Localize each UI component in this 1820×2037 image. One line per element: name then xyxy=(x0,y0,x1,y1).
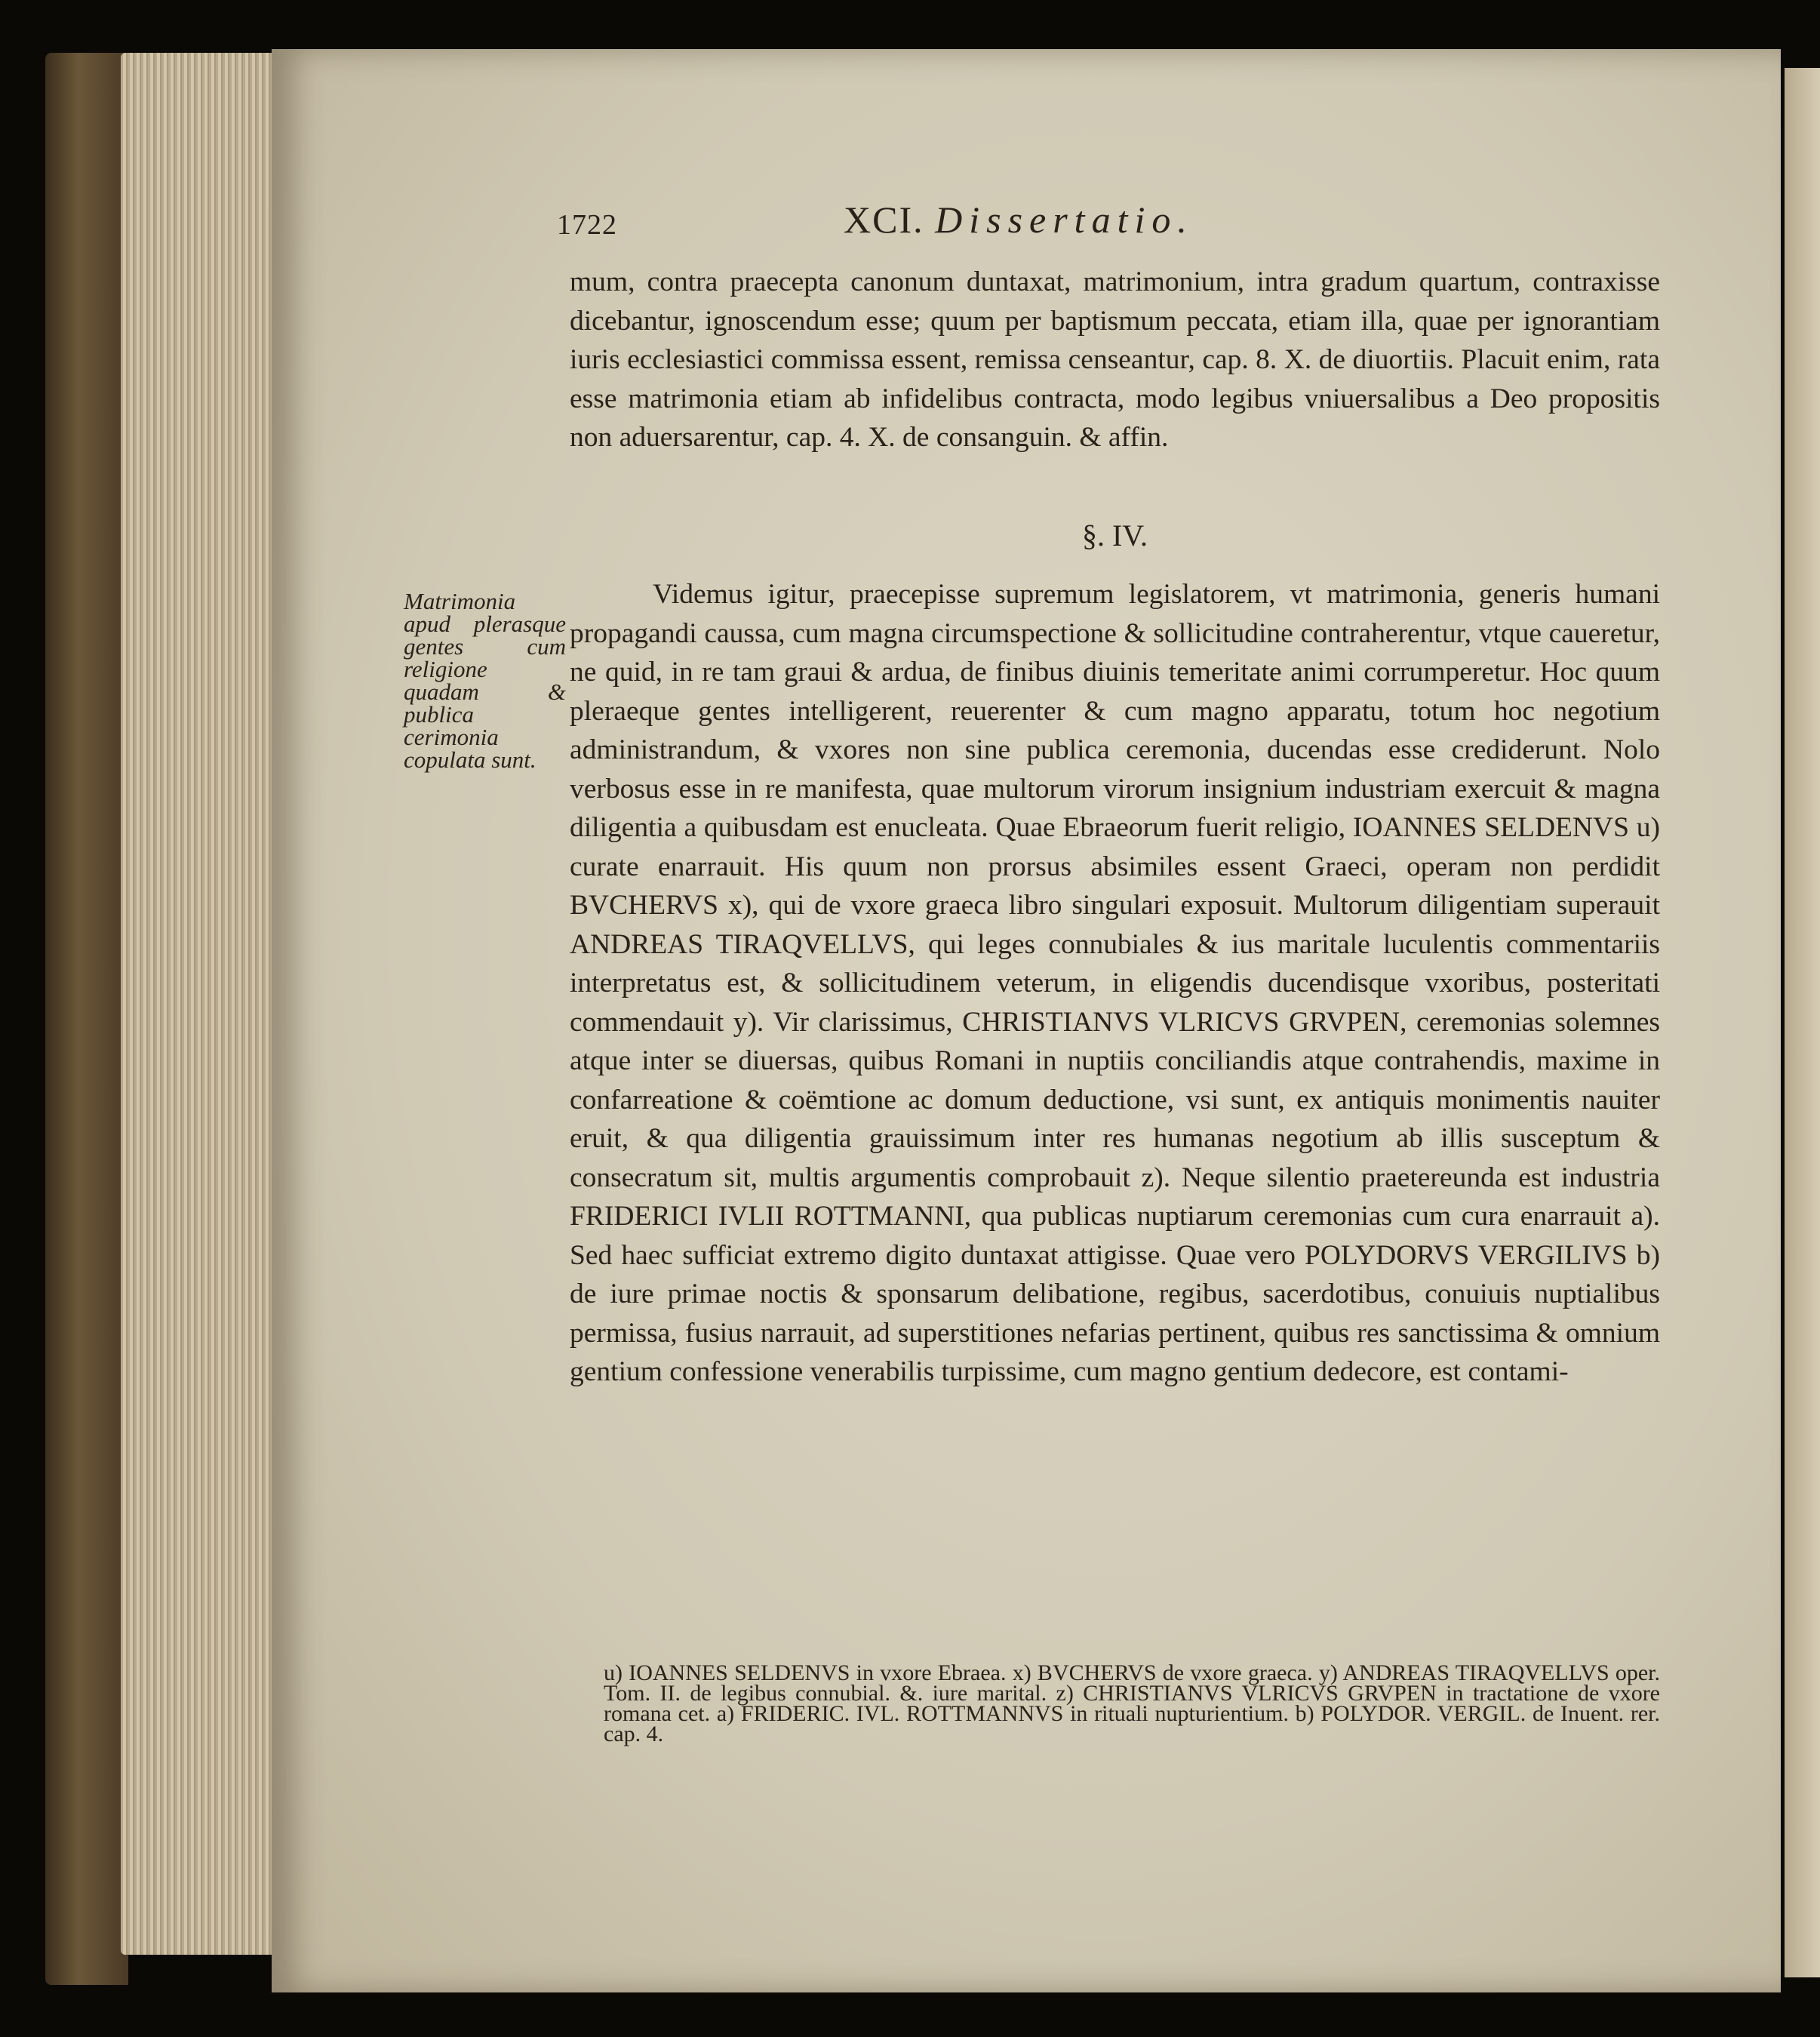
footnotes: u) IOANNES SELDENVS in vxore Ebraea. x) BVCHERVS de vxore graeca. y) ANDREAS TIRAQVELLVS oper. Tom. II. de legibus connubial. &. iure marital. z) CHRISTIANVS VLRICVS GRVPEN in tractatione de vxore romana cet. a) FRIDERIC. IVL. ROTTMANNVS in rituali nupturientium. b) POLYDOR. VERGIL. de Inuent. rer. cap. 4. xyxy=(604,1660,1660,1746)
page-number: 1722 xyxy=(557,209,617,241)
chapter-number: XCI. xyxy=(844,198,924,241)
facing-page-edge xyxy=(1785,68,1820,1977)
paragraph-continued xyxy=(570,263,1660,457)
running-title xyxy=(844,198,1194,242)
running-header xyxy=(557,198,1659,251)
chapter-title: Dissertatio. xyxy=(935,198,1194,241)
marginal-note: Matrimonia apud plerasque gentes cum religione quadam & publica cerimonia copulata sunt. xyxy=(404,588,566,773)
page-edges xyxy=(121,53,279,1955)
paragraph-main: Videmus igitur, praecepisse supremum legislatorem, vt matrimonia, generis humani propagandi caussa, cum magna circumspectione & sollicitudine contraherentur, vtque caueretur, ne quid, in re tam graui & ardua, de finibus diuinis temeritate animi corrumperetur. Hoc quum pleraeque gentes intelligerent, reuerenter & cum magno apparatu, totum hoc negotium administrandum, & vxores non sine publica ceremonia, ducendas esse crediderunt. Nolo verbosus esse in re manifesta, quae multorum virorum insignium industriam exercuit & magna diligentia a quibusdam est enucleata. Quae Ebraeorum fuerit religio, IOANNES SELDENVS u) curate enarrauit. His quum non prorsus absimiles essent Graeci, operam non perdidit BVCHERVS x), qui de vxore graeca libro singulari exposuit. Multorum diligentiam superauit ANDREAS TIRAQVELLVS, qui leges connubiales & ius maritale luculentis commentariis interpretatus est, & sollicitudinem veterum, in eligendis ducendisque vxoribus, posteritati commendauit y). Vir clarissimus, CHRISTIANVS VLRICVS GRVPEN, ceremonias solemnes atque inter se diuersas, quibus Romani in nuptiis conciliandis atque contrahendis, maxime in confarreatione & coëmtione ac domum deductione, vsi sunt, ex antiquis monimentis nauiter eruit, & qua diligentia grauissimum inter res humanas negotium ab illis susceptum & consecratum sit, multis argumentis comprobauit z). Neque silentio praetereunda est industria FRIDERICI IVLII ROTTMANNI, qua publicas nuptiarum ceremonias cum cura enarrauit a). Sed haec sufficiat extremo digito duntaxat attigisse. Quae vero POLYDORVS VERGILIVS b) de iure primae noctis & sponsarum delibatione, regibus, sacerdotibus, conuiuis nuptialibus permissa, fusius narrauit, ad superstitiones nefarias pertinent, quibus res sanctissima & omnium gentium confessione venerabilis turpissime, cum magno gentium dedecore, est contami- xyxy=(570,579,1660,1387)
book-spine xyxy=(45,53,128,1985)
section-heading: §. IV. xyxy=(1081,518,1148,552)
paragraph-text: mum, contra praecepta canonum duntaxat, matrimonium, intra gradum quartum, contraxisse dicebantur, ignoscendum esse; quum per baptismum peccata, etiam illa, quae per ignorantiam iuris ecclesiastici commissa essent, remissa censeantur, cap. 8. X. de diuortiis. Placuit enim, rata esse matrimonia etiam ab infidelibus contracta, modo legibus vniuersalibus a Deo propositis non aduersarentur, cap. 4. X. de consanguin. & affin. xyxy=(570,266,1660,453)
